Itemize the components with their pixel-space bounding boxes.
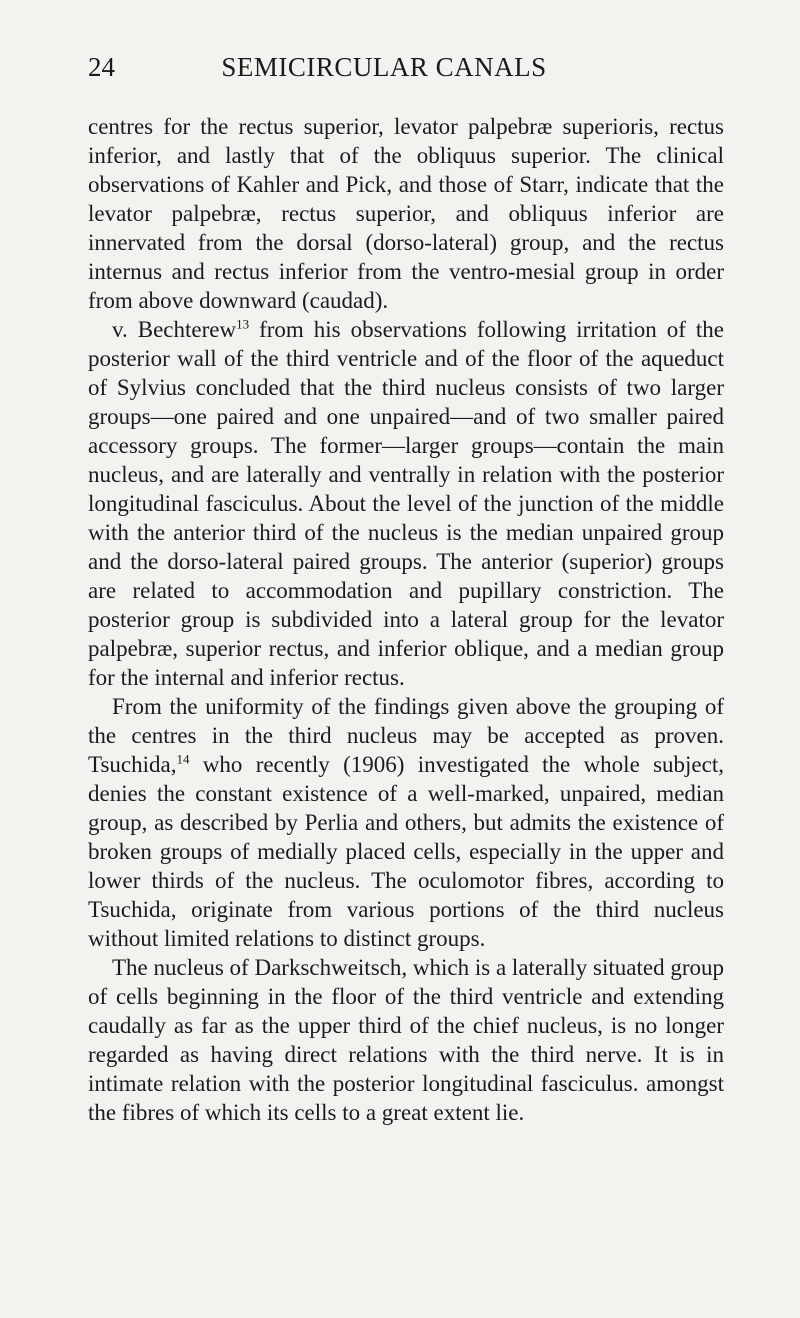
paragraph: The nucleus of Darkschweitsch, which is a laterally situated group of cells beginning in the floor of the third ventricle and extending caudally as far as the upper third of the chief nucleus, is no longer regarded as having direct relations with the third nerve. It is in intimate relation with the posterior longitudinal fasciculus. amongst the fibres of which its cells to a great extent lie. xyxy=(88,955,724,1125)
paragraph xyxy=(88,315,724,692)
running-head xyxy=(88,50,680,84)
paragraph-text: v. Bechterew xyxy=(112,317,237,342)
footnote-reference: 14 xyxy=(176,751,190,767)
paragraph-text: From the uniformity of the findings given above the grouping of the centres in the third nucleus may be accepted as proven. Tsuchida, xyxy=(88,694,724,777)
page-number: 24 xyxy=(88,52,115,82)
paragraph xyxy=(88,692,724,953)
paragraph-text: from his observations following irritation of the posterior wall of the third ventricle and of the floor of the aqueduct of Sylvius concluded that the third nucleus consists of two larger groups—one paired and one unpaired—and of two smaller paired accessory groups. The former—larger groups—contain the main nucleus, and are laterally and ventrally in relation with the posterior longitudinal fasciculus. About the level of the junction of the middle with the anterior third of the nucleus is the median unpaired group and the dorso-lateral paired groups. The anterior (superior) groups are related to accommodation and pupillary constriction. The posterior group is subdivided into a lateral group for the levator palpebræ, superior rectus, and inferior oblique, and a median group for the internal and inferior rectus. xyxy=(88,317,725,690)
body-text xyxy=(88,112,724,1127)
paragraph-text: who recently (1906) investigated the whole subject, denies the constant existence of a well-marked, unpaired, median group, as described by Perlia and others, but admits the existence of broken groups of medially placed cells, especially in the upper and lower thirds of the nucleus. The oculomotor fibres, according to Tsuchida, originate from various portions of the third nucleus without limited relations to distinct groups. xyxy=(88,752,724,951)
running-title: SEMICIRCULAR CANALS xyxy=(221,52,547,82)
footnote-reference: 13 xyxy=(236,316,250,332)
paragraph: centres for the rectus superior, levator palpebræ superioris, rectus inferior, and lastly that of the obliquus superior. The clinical observations of Kahler and Pick, and those of Starr, indicate that the levator palpebræ, rectus superior, and obliquus inferior are innervated from the dorsal (dorso-lateral) group, and the rectus internus and rectus inferior from the ventro-mesial group in order from above downward (caudad). xyxy=(88,114,724,313)
